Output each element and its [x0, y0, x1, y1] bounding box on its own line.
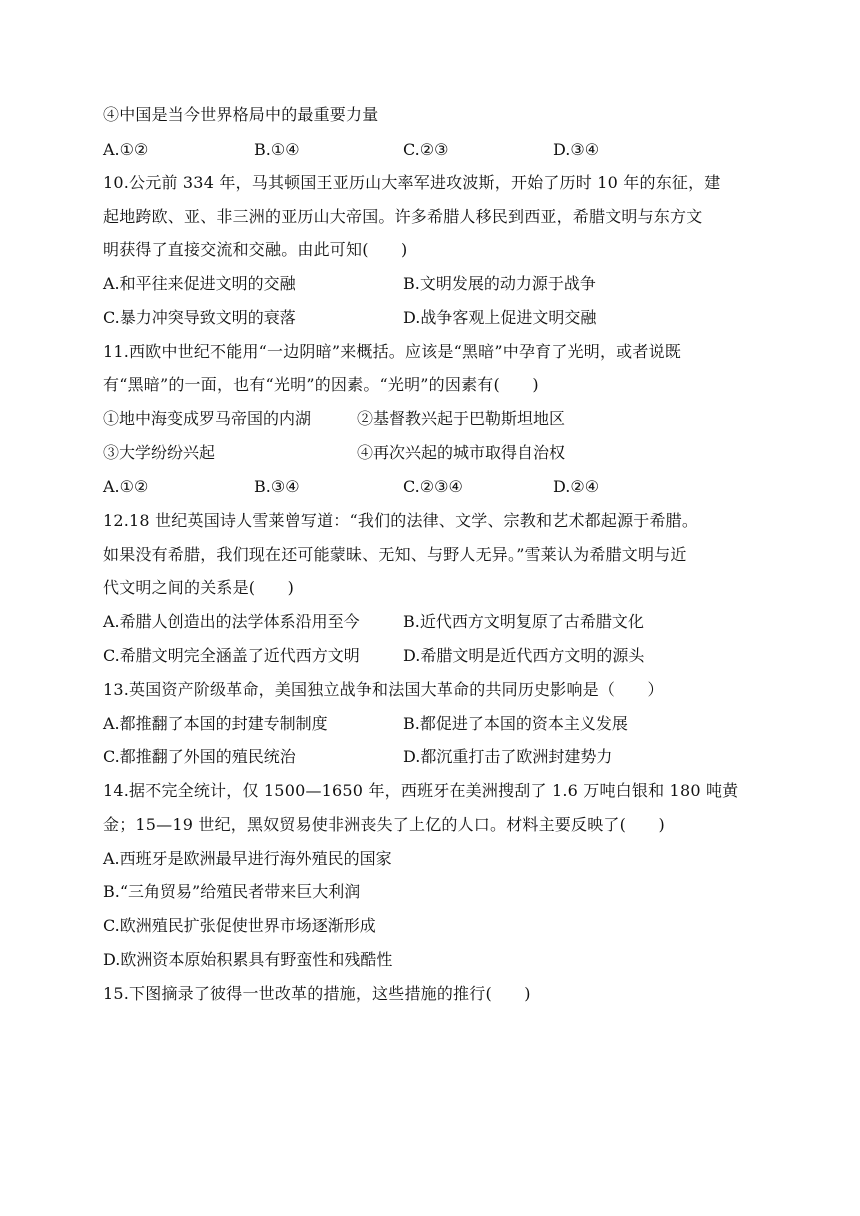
q12-stem-line-2: 如果没有希腊，我们现在还可能蒙昧、无知、与野人无异。”雪莱认为希腊文明与近 — [103, 545, 687, 564]
q9-item-4: ④中国是当今世界格局中的最重要力量 — [103, 105, 379, 124]
q13-option-c: C.都推翻了外国的殖民统治 — [103, 747, 296, 766]
q11-item-4: ④再次兴起的城市取得自治权 — [357, 443, 566, 462]
q9-option-a: A.①② — [103, 140, 149, 159]
q12-option-a: A.希腊人创造出的法学体系沿用至今 — [103, 612, 360, 631]
q10-option-c: C.暴力冲突导致文明的衰落 — [103, 308, 296, 327]
q11-item-3: ③大学纷纷兴起 — [103, 443, 216, 462]
q11-option-c: C.②③④ — [403, 477, 463, 496]
q14-option-c: C.欧洲殖民扩张促使世界市场逐渐形成 — [103, 916, 376, 935]
q14-stem-line-2: 金；15—19 世纪，黑奴贸易使非洲丧失了上亿的人口。材料主要反映了( ) — [103, 815, 665, 834]
q11-option-b: B.③④ — [254, 477, 300, 496]
q12-stem-line-1: 12.18 世纪英国诗人雪莱曾写道：“我们的法律、文学、宗教和艺术都起源于希腊。 — [103, 511, 699, 530]
q11-option-d: D.②④ — [553, 477, 600, 496]
q13-stem-line-1: 13.英国资产阶级革命，美国独立战争和法国大革命的共同历史影响是（ ） — [103, 680, 664, 699]
q14-option-b: B.“三角贸易”给殖民者带来巨大利润 — [103, 882, 361, 901]
q14-option-d: D.欧洲资本原始积累具有野蛮性和残酷性 — [103, 950, 393, 969]
q10-option-d: D.战争客观上促进文明交融 — [403, 308, 597, 327]
q12-option-d: D.希腊文明是近代西方文明的源头 — [403, 646, 645, 665]
q10-stem-line-1: 10.公元前 334 年，马其顿国王亚历山大率军进攻波斯，开始了历时 10 年的东征，建 — [103, 173, 721, 192]
q10-option-b: B.文明发展的动力源于战争 — [403, 274, 596, 293]
q13-option-d: D.都沉重打击了欧洲封建势力 — [403, 747, 613, 766]
q11-stem-line-1: 11.西欧中世纪不能用“一边阴暗”来概括。应该是“黑暗”中孕育了光明，或者说既 — [103, 342, 681, 361]
q12-stem-line-3: 代文明之间的关系是( ) — [103, 578, 295, 597]
q13-option-b: B.都促进了本国的资本主义发展 — [403, 714, 628, 733]
q9-option-b: B.①④ — [254, 140, 300, 159]
q9-option-d: D.③④ — [553, 140, 600, 159]
q13-option-a: A.都推翻了本国的封建专制制度 — [103, 714, 328, 733]
q9-option-c: C.②③ — [403, 140, 449, 159]
q11-stem-line-2: 有“黑暗”的一面，也有“光明”的因素。“光明”的因素有( ) — [103, 375, 539, 394]
q14-stem-line-1: 14.据不完全统计，仅 1500—1650 年，西班牙在美洲搜刮了 1.6 万吨白银和 180 吨黄 — [103, 781, 739, 800]
q11-item-1: ①地中海变成罗马帝国的内湖 — [103, 409, 312, 428]
q10-stem-line-3: 明获得了直接交流和交融。由此可知( ) — [103, 240, 408, 259]
q10-stem-line-2: 起地跨欧、亚、非三洲的亚历山大帝国。许多希腊人移民到西亚，希腊文明与东方文 — [103, 207, 703, 226]
q15-stem-line-1: 15.下图摘录了彼得一世改革的措施，这些措施的推行( ) — [103, 984, 531, 1003]
q14-option-a: A.西班牙是欧洲最早进行海外殖民的国家 — [103, 849, 392, 868]
q12-option-c: C.希腊文明完全涵盖了近代西方文明 — [103, 646, 360, 665]
q11-option-a: A.①② — [103, 477, 149, 496]
q10-option-a: A.和平往来促进文明的交融 — [103, 274, 296, 293]
q11-item-2: ②基督教兴起于巴勒斯坦地区 — [357, 409, 566, 428]
q12-option-b: B.近代西方文明复原了古希腊文化 — [403, 612, 644, 631]
